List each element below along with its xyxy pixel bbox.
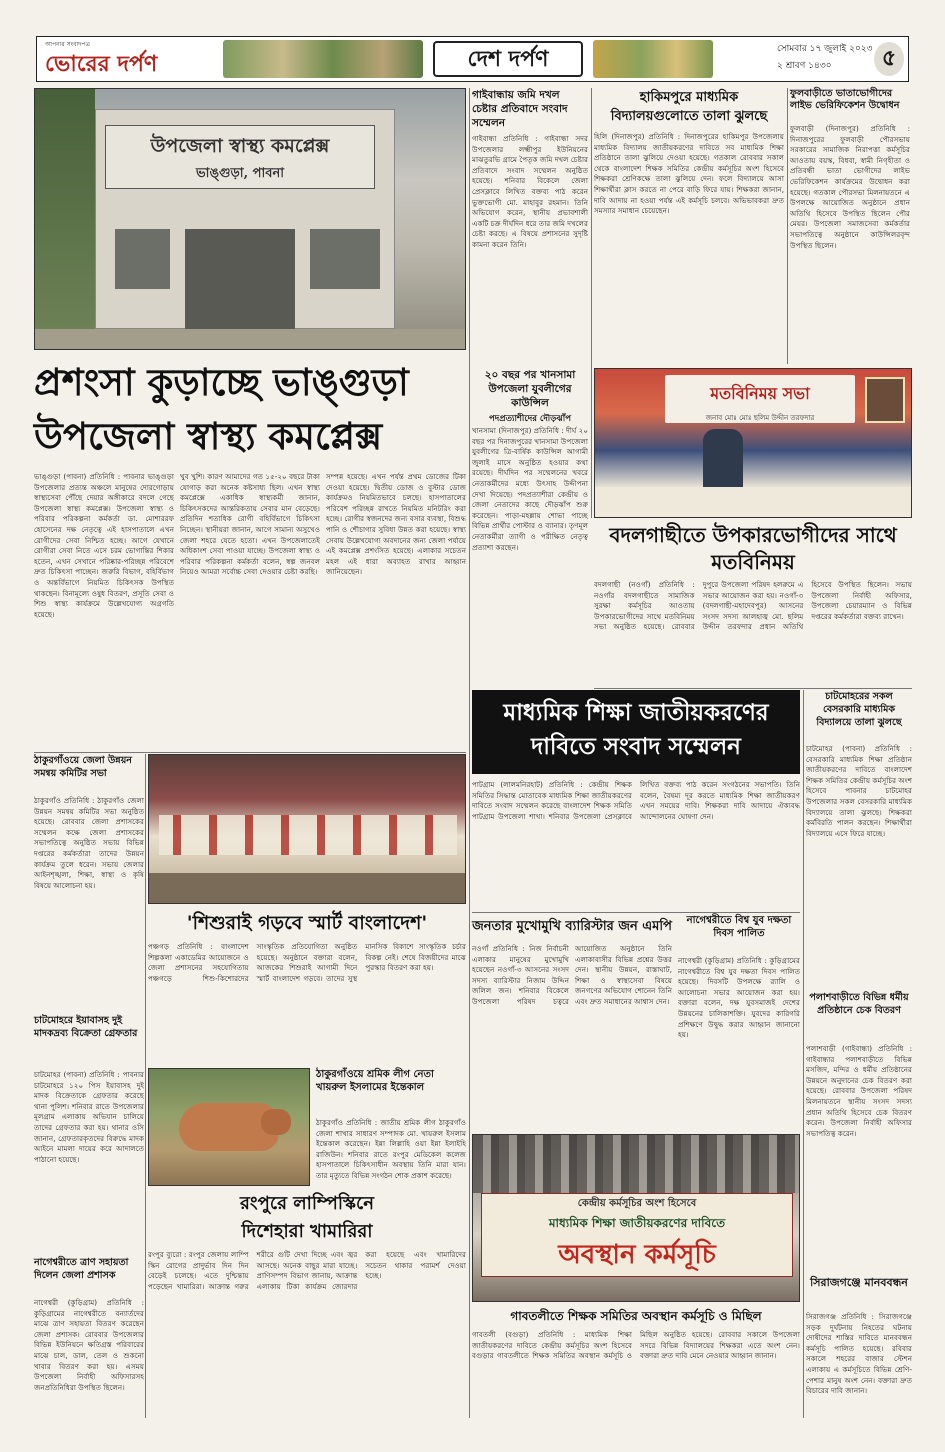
palashbari-headline: পলাশবাড়ীতে বিভিন্ন ধর্মীয় প্রতিষ্ঠানে চেক বিতরণ	[809, 992, 909, 1016]
badalgachhi-body: বদলগাছী (নওগাঁ) প্রতিনিধি : নওগাঁর বদলগাছীতে সামাজিক সুরক্ষা কর্মসূচির আওতায় উপকারভোগীদের সাথে মতবিনিময় সভা অনুষ্ঠিত হয়েছে। রোববার দুপুরে উপজেলা পরিষদ হলরুমে এ সভার আয়োজন করা হয়। নওগাঁ-৩ (বদলগাছী-মহাদেবপুর) আসনের সংসদ সদস্য আলহাজ্ব মো. ছলিম উদ্দীন তরফদার প্রধান অতিথি হিসেবে উপস্থিত ছিলেন। সভায় উপজেলা নির্বাহী অফিসার, উপজেলা চেয়ারম্যান ও বিভিন্ন দপ্তরের কর্মকর্তারা বক্তব্য রাখেন।	[594, 580, 912, 632]
madhyamik-headline	[472, 690, 800, 774]
lumpy-headline-line-2: দিশেহারা খামারিরা	[241, 1221, 373, 1242]
stage-floor	[149, 873, 466, 904]
barrister-body: নওগাঁ প্রতিনিধি : নিজ নির্বাচনী এলাকার মানুষের মুখোমুখি হয়েছেন নওগাঁ-৩ আসনের সংসদ সদস্য ব্যারিস্টার নিজাম উদ্দিন জলিল জন। শনিবার বিকেলে উপজেলা পরিষদ চত্বরে আয়োজিত অনুষ্ঠানে তিনি এলাকাবাসীর বিভিন্ন প্রশ্নের উত্তর দেন। স্থানীয় উন্নয়ন, রাস্তাঘাট, শিক্ষা ও স্বাস্থ্যসেবা বিষয়ে জনগণের অভিযোগ শোনেন তিনি এবং দ্রুত সমাধানের আশ্বাস দেন।	[472, 944, 672, 1006]
portrait-right	[865, 377, 905, 423]
lumpy-headline-line-1: রংপুরে লাম্পিস্কিনে	[240, 1193, 374, 1214]
lumpy-headline	[148, 1190, 466, 1248]
khanshama-body: খানসামা (দিনাজপুর) প্রতিনিধি : দীর্ঘ ২০ বছর পর দিনাজপুরের খানসামা উপজেলা যুবলীগের ত্রি-বার্ষিক কাউন্সিল আগামী জুলাই মাসে অনুষ্ঠিত হওয়ার কথা রয়েছে। দীর্ঘদিন পর সম্মেলনের খবরে নেতাকর্মীদের মধ্যে উৎসাহ উদ্দীপনা দেখা দিয়েছে। পদপ্রত্যাশীরা কেন্দ্রীয় ও জেলা নেতাদের কাছে দৌড়ঝাঁপ শুরু করেছেন। পাড়া-মহল্লায় শোভা পাচ্ছে বিভিন্ন প্রার্থীর পোস্টার ও ব্যানার। তৃণমূল নেতাকর্মীরা ত্যাগী ও পরীক্ষিত নেতৃত্ব প্রত্যাশা করছেন।	[472, 426, 588, 552]
rally-banner	[481, 1193, 793, 1277]
gaibandha-body: গাইবান্ধা প্রতিনিধি : গাইবান্ধা সদর উপজেলার লক্ষ্মীপুর ইউনিয়নের মাঝতুরভি গ্রামে পৈতৃক জমি দখল চেষ্টার প্রতিবাদে সংবাদ সম্মেলন অনুষ্ঠিত হয়েছে। শনিবার বিকেলে জেলা প্রেসক্লাবে লিখিত বক্তব্য পাঠ করেন ভুক্তভোগী মো. মাহাবুর রহমান। তিনি অভিযোগ করেন, স্থানীয় প্রভাবশালী একটি চক্র দীর্ঘদিন ধরে তার জমি দখলের চেষ্টা করছে। এ বিষয়ে প্রশাসনের সুদৃষ্টি কামনা করেন তিনি।	[472, 134, 588, 249]
gaibandha-headline: গাইবান্ধায় জমি দখল চেষ্টার প্রতিবাদে সংবাদ সম্মেলন	[472, 89, 568, 129]
page-number: ৫	[874, 42, 904, 76]
entrance	[185, 229, 295, 329]
madhyamik-headline-line-1: মাধ্যমিক শিক্ষা জাতীয়করণের	[503, 699, 769, 726]
hakimpur-body: হিলি (দিনাজপুর) প্রতিনিধি : দিনাজপুরের হাকিমপুর উপজেলায় মাধ্যমিক বিদ্যালয় জাতীয়করণের দাবিতে সব মাধ্যমিক শিক্ষা প্রতিষ্ঠানে তালা ঝুলিয়ে দেওয়া হয়েছে। গতকাল রোববার সকাল থেকে বাংলাদেশ শিক্ষক সমিতির কেন্দ্রীয় কর্মসূচির অংশ হিসেবে শিক্ষকরা শ্রেণিকক্ষে তালা ঝুলিয়ে দেন। ফলে বিদ্যালয়ে আসা শিক্ষার্থীরা ক্লাস করতে না পেরে বাড়ি ফিরে যায়। শিক্ষকরা জানান, দাবি আদায় না হওয়া পর্যন্ত এই কর্মসূচি চলবে। অভিভাবকরা দ্রুত সমস্যার সমাধান চেয়েছেন।	[594, 132, 784, 216]
sirajganj-headline: সিরাজগঞ্জে মানববন্ধন	[810, 1276, 908, 1289]
meeting-banner	[665, 375, 855, 423]
fulbari-body: ফুলবাড়ী (দিনাজপুর) প্রতিনিধি : দিনাজপুরের ফুলবাড়ী পৌরসভায় সরকারের সামাজিক নিরাপত্তা কর্মসূচির আওতায় বয়স্ক, বিধবা, স্বামী নিগৃহীতা ও প্রতিবন্ধী ভাতা ভোগীদের লাইভ ভেরিফিকেশন কার্যক্রমের উদ্বোধন করা হয়েছে। গতকাল পৌরসভা মিলনায়তনে এ উপলক্ষে আয়োজিত অনুষ্ঠানে প্রধান অতিথি হিসেবে উপস্থিত ছিলেন পৌর মেয়র। উপজেলা সমাজসেবা কর্মকর্তার সভাপতিত্বে অনুষ্ঠানে কাউন্সিলরবৃন্দ উপস্থিত ছিলেন।	[790, 124, 910, 250]
row-rule	[594, 688, 912, 689]
fulbari-headline: ফুলবাড়ীতে ভাতাভোগীদের লাইভ ভেরিফিকেশন উদ্বোধন	[790, 88, 900, 111]
column-rule	[145, 754, 146, 1418]
right-window	[310, 229, 380, 289]
speaker-figure	[703, 429, 743, 489]
sign-line-2: ভাঙ্গুড়া, পাবনা	[196, 166, 284, 181]
header-photo-strip	[223, 40, 423, 78]
rally-photo	[472, 1134, 800, 1302]
gabtali-body: গাবতলী (বগুড়া) প্রতিনিধি : মাধ্যমিক শিক্ষা জাতীয়করণের দাবিতে কেন্দ্রীয় কর্মসূচির অংশ হিসেবে বগুড়ার গাবতলীতে শিক্ষক সমিতির অবস্থান কর্মসূচি ও মিছিল অনুষ্ঠিত হয়েছে। রোববার সকালে উপজেলা সদরে বিভিন্ন বিদ্যালয়ের শিক্ষকরা এতে অংশ নেন। বক্তারা দ্রুত দাবি মেনে নেওয়ার আহ্বান জানান।	[472, 1330, 800, 1361]
youth-day-body: নাগেশ্বরী (কুড়িগ্রাম) প্রতিনিধি : কুড়িগ্রামের নাগেশ্বরীতে বিশ্ব যুব দক্ষতা দিবস পালিত হয়েছে। দিবসটি উপলক্ষে র‌্যালি ও আলোচনা সভার আয়োজন করা হয়। বক্তারা বলেন, দক্ষ যুবসমাজই দেশের উন্নয়নের চালিকাশক্তি। যুবদের কারিগরি প্রশিক্ষণে উদ্বুদ্ধ করার আহ্বান জানানো হয়।	[678, 956, 800, 1040]
lead-body-col-3: সম্পন্ন হয়েছে। এখন পর্যন্ত প্রথম ডোজের টিকা দেওয়া হয়েছে। দ্বিতীয় ডোজ ও বুস্টার ডোজ কার্যক্রমও নিয়মিতভাবে চলছে। হাসপাতালের পরিবেশ পরিচ্ছন্ন রাখতে নিয়মিত মনিটরিং করা হচ্ছে। রোগীর স্বজনদের জন্য বসার ব্যবস্থা, বিশুদ্ধ পানি ও শৌচাগার সুবিধা উন্নত করা হয়েছে। স্বাস্থ্য সেবায় উল্লেখযোগ্য অবদানের জন্য জেলা পর্যায়ে এই কমপ্লেক্স প্রশংসিত হয়েছে। এলাকার সচেতন মহল এই ধারা অব্যাহত রাখার আহ্বান জানিয়েছেন।	[326, 472, 466, 577]
cow-photo	[148, 1068, 310, 1186]
logo-tagline: আপনার সংবাদপত্র	[45, 41, 90, 48]
header-photo-strip-2	[593, 40, 713, 78]
madhyamik-body: পাটগ্রাম (লালমনিরহাট) প্রতিনিধি : কেন্দ্রীয় শিক্ষক সমিতির সিদ্ধান্ত মোতাবেক মাধ্যমিক শিক্ষা জাতীয়করণের দাবিতে সংবাদ সম্মেলন করেছে বাংলাদেশ শিক্ষক সমিতি পাটগ্রাম উপজেলা শাখা। শনিবার উপজেলা প্রেসক্লাবে লিখিত বক্তব্য পাঠ করেন সংগঠনের সভাপতি। তিনি বলেন, বৈষম্য দূর করতে মাধ্যমিক শিক্ষা জাতীয়করণ এখন সময়ের দাবি। শিক্ষকরা দাবি আদায়ে ঐক্যবদ্ধ আন্দোলনের ঘোষণা দেন।	[472, 780, 800, 821]
sign-board	[105, 125, 375, 189]
tree-foliage	[35, 89, 95, 350]
gabtali-headline: গাবতলীতে শিক্ষক সমিতির অবস্থান কর্মসূচি ও মিছিল	[510, 1309, 762, 1323]
ground	[35, 329, 466, 350]
labour-headline: ঠাকুরগাঁওয়ে শ্রমিক লীগ নেতা খায়রুল ইসলামের ইন্তেকাল	[316, 1069, 434, 1093]
smart-body: পঞ্চগড় প্রতিনিধি : বাংলাদেশ শিল্পকলা একাডেমির আয়োজনে ও জেলা প্রশাসনের সহযোগিতায় পঞ্চগড়ে শিশু-কিশোরদের সাংস্কৃতিক প্রতিযোগিতা অনুষ্ঠিত হয়েছে। অনুষ্ঠানে বক্তারা বলেন, আজকের শিশুরাই আগামী দিনে স্মার্ট বাংলাদেশ গড়বে। তাদের সুস্থ মানসিক বিকাশে সাংস্কৃতিক চর্চার বিকল্প নেই। শেষে বিজয়ীদের মাঝে পুরস্কার বিতরণ করা হয়।	[148, 942, 466, 983]
cow-head	[261, 1109, 291, 1135]
lead-body-col-1: ভাঙ্গুড়া (পাবনা) প্রতিনিধি : পাবনার ভাঙ্গুড়া উপজেলার প্রত্যন্ত অঞ্চলে মানুষের দোরগোড়ায় স্বাস্থ্যসেবা পৌঁছে দেয়ার অঙ্গীকারে বদলে গেছে উপজেলা স্বাস্থ্য কমপ্লেক্স। উপজেলা স্বাস্থ্য ও পরিবার পরিকল্পনা কর্মকর্তা ডা. মোশাররফ হোসেনের দক্ষ নেতৃত্বে এই হাসপাতালে এখন রোগীদের সেবা নিশ্চিত হচ্ছে। আগে যেখানে রোগীরা সেবা নিতে এসে চরম ভোগান্তির শিকার হতেন, এখন সেখানে পরিষ্কার-পরিচ্ছন্ন পরিবেশে দ্রুত চিকিৎসা পাচ্ছেন। জরুরি বিভাগ, বহির্বিভাগ ও অন্তর্বিভাগে নিয়মিত চিকিৎসক উপস্থিত থাকছেন। বিনামূল্যে ওষুধ বিতরণ, প্রসূতি সেবা ও শিশু স্বাস্থ্য কার্যক্রমে উল্লেখযোগ্য অগ্রগতি হয়েছে।	[34, 472, 174, 619]
labour-body: ঠাকুরগাঁও প্রতিনিধি : জাতীয় শ্রমিক লীগ ঠাকুরগাঁও জেলা শাখার সাধারণ সম্পাদক মো. খায়রুল ইসলাম ইন্তেকাল করেছেন। ইন্না লিল্লাহি ওয়া ইন্না ইলাইহি রাজিউন। শনিবার রাতে রংপুর মেডিকেল কলেজ হাসপাতালে চিকিৎসাধীন অবস্থায় তিনি মারা যান। তার মৃত্যুতে বিভিন্ন সংগঠন শোক প্রকাশ করেছে।	[316, 1118, 466, 1180]
crowd	[473, 1135, 800, 1193]
nageshwari-relief-headline: নাগেশ্বরীতে ত্রাণ সহায়তা দিলেন জেলা প্রশাসক	[34, 1257, 129, 1281]
lead-headline-line-2: উপজেলা স্বাস্থ্য কমপ্লেক্স	[34, 414, 383, 458]
nageshwari-relief-body: নাগেশ্বরী (কুড়িগ্রাম) প্রতিনিধি : কুড়িগ্রামের নাগেশ্বরীতে বন্যার্তদের মাঝে ত্রাণ সহায়তা বিতরণ করেছেন জেলা প্রশাসক। রোববার উপজেলার বিভিন্ন ইউনিয়নে ক্ষতিগ্রস্ত পরিবারের মাঝে চাল, ডাল, তেল ও শুকনো খাবার বিতরণ করা হয়। এসময় উপজেলা নির্বাহী অফিসারসহ জনপ্রতিনিধিরা উপস্থিত ছিলেন।	[34, 1298, 144, 1392]
chatmohar-schools-body: চাটমোহর (পাবনা) প্রতিনিধি : বেসরকারি মাধ্যমিক শিক্ষা প্রতিষ্ঠান জাতীয়করণের দাবিতে বাংলাদেশ শিক্ষক সমিতির কেন্দ্রীয় কর্মসূচির অংশ হিসেবে পাবনার চাটমোহর উপজেলার সকল বেসরকারি মাধ্যমিক বিদ্যালয়ে তালা ঝুলছে। শিক্ষকরা কর্মবিরতি পালন করছেন। শিক্ষার্থীরা বিদ্যালয়ে এসে ফিরে যাচ্ছে।	[806, 744, 912, 838]
meeting-photo	[594, 368, 912, 518]
thakurgaon-body: ঠাকুরগাঁও প্রতিনিধি : ঠাকুরগাঁও জেলা উন্নয়ন সমন্বয় কমিটির সভা অনুষ্ঠিত হয়েছে। রোববার জেলা প্রশাসকের সম্মেলন কক্ষে জেলা প্রশাসকের সভাপতিত্বে অনুষ্ঠিত সভায় বিভিন্ন দপ্তরের কর্মকর্তারা তাদের উন্নয়ন কার্যক্রম তুলে ধরেন। সভায় জেলার আইনশৃঙ্খলা, শিক্ষা, স্বাস্থ্য ও কৃষি বিষয়ে আলোচনা হয়।	[34, 796, 144, 890]
column-rule	[803, 690, 804, 1418]
lead-body-col-2: খুব খুশি। কারণ আমাদের গত ১৫-২০ বছরে টাকা যোগাড় করা অনেক কষ্টসাধ্য ছিল। এখন স্বাস্থ্য কমপ্লেক্সে একাধিক স্বাস্থ্যকর্মী জানান, চিকিৎসকদের আন্তরিকতায় সেবার মান বেড়েছে। প্রতিদিন শতাধিক রোগী বহির্বিভাগে চিকিৎসা নিচ্ছেন। স্থানীয়রা জানান, আগে সামান্য অসুখেও জেলা শহরে যেতে হতো। এখন উপজেলাতেই অধিকাংশ সেবা পাওয়া যাচ্ছে। উপজেলা স্বাস্থ্য ও পরিবার পরিকল্পনা কর্মকর্তা বলেন, স্বল্প জনবল নিয়েও আমরা সর্বোচ্চ সেবা দেওয়ার চেষ্টা করছি।	[180, 472, 320, 577]
row-rule	[34, 752, 466, 753]
thakurgaon-headline: ঠাকুরগাঁওয়ে জেলা উন্নয়ন সমন্বয় কমিটির সভা	[34, 755, 132, 779]
row-rule	[472, 912, 800, 913]
children-photo	[148, 754, 466, 904]
rally-banner-top: কেন্দ্রীয় কর্মসূচির অংশ হিসেবে	[577, 1198, 697, 1209]
sirajganj-body: সিরাজগঞ্জ প্রতিনিধি : সিরাজগঞ্জে সড়ক দুর্ঘটনায় নিহতের ঘটনায় দোষীদের শাস্তির দাবিতে মানববন্ধন কর্মসূচি পালিত হয়েছে। রবিবার সকালে শহরের বাজার স্টেশন এলাকায় এ কর্মসূচিতে বিভিন্ন শ্রেণি-পেশার মানুষ অংশ নেন। বক্তারা দ্রুত বিচারের দাবি জানান।	[806, 1312, 912, 1396]
youth-day-headline: নাগেশ্বরীতে বিশ্ব যুব দক্ষতা দিবস পালিত	[686, 915, 792, 939]
meeting-banner-sub: জনাব মোঃ মোঃ ছলিম উদ্দীন তরফদার	[705, 414, 815, 422]
date-bengali: ২ শ্রাবণ ১৪৩০	[777, 61, 832, 71]
date-gregorian: সোমবার ১৭ জুলাই ২০২৩	[777, 44, 873, 54]
badalgachhi-headline: বদলগাছীতে উপকারভোগীদের সাথে মতবিনিময়	[609, 523, 897, 574]
khanshama-subhead: পদপ্রত্যাশীদের দৌড়ঝাঁপ	[489, 414, 571, 424]
barrister-headline: জনতার মুখোমুখি ব্যারিস্টার জন এমপি	[472, 919, 672, 934]
logo-block[interactable]	[37, 37, 207, 81]
left-window	[115, 229, 170, 289]
lead-headline-line-1: প্রশংসা কুড়াচ্ছে ভাঙ্গুড়া	[34, 360, 409, 404]
sign-line-1: উপজেলা স্বাস্থ্য কমপ্লেক্স	[150, 135, 330, 157]
column-rule	[787, 88, 788, 364]
lumpy-body: রংপুর ব্যুরো : রংপুর জেলায় লাম্পি স্কিন রোগের প্রাদুর্ভাব দিন দিন বেড়েই চলেছে। এতে দুশ্চিন্তায় পড়েছেন খামারিরা। আক্রান্ত গরুর শরীরে গুটি দেখা দিচ্ছে এবং জ্বর আসছে। অনেক বাছুর মারা যাচ্ছে। প্রাণিসম্পদ বিভাগ জানায়, আক্রান্ত এলাকায় টিকা কার্যক্রম জোরদার করা হয়েছে এবং খামারিদের সচেতন থাকার পরামর্শ দেওয়া হচ্ছে।	[148, 1250, 466, 1291]
madhyamik-headline-line-2: দাবিতে সংবাদ সম্মেলন	[531, 733, 741, 760]
rally-banner-main: অবস্থান কর্মসূচি	[558, 1240, 716, 1270]
hakimpur-headline: হাকিমপুরে মাধ্যমিক বিদ্যালয়গুলোতে তালা ঝুলছে	[610, 90, 768, 124]
column-rule	[469, 88, 470, 1418]
khanshama-headline: ২০ বছর পর খানসামা উপজেলা যুবলীগের কাউন্সিল	[484, 369, 576, 409]
dateline	[777, 41, 887, 75]
masthead	[36, 36, 909, 82]
lead-headline	[34, 355, 466, 467]
chatmohar-iaba-headline: চাটমোহরে ইয়াবাসহ দুই মাদকদ্রব্য বিক্রেতা গ্রেফতার	[34, 1015, 138, 1039]
chatmohar-iaba-body: চাটমোহর (পাবনা) প্রতিনিধি : পাবনার চাটমোহরে ১২০ পিস ইয়াবাসহ দুই মাদক বিক্রেতাকে গ্রেফতার করেছে থানা পুলিশ। শনিবার রাতে উপজেলার মূলগ্রাম এলাকায় অভিযান চালিয়ে তাদের গ্রেফতার করা হয়। থানার ওসি জানান, গ্রেফতারকৃতদের বিরুদ্ধে মাদক আইনে মামলা দায়ের করে আদালতে পাঠানো হয়েছে।	[34, 1070, 144, 1164]
head-table	[595, 487, 912, 518]
section-title: দেশ দর্পণ	[433, 41, 583, 77]
column-rule	[591, 88, 592, 518]
newspaper-logo: ভোরের দর্পণ	[45, 51, 158, 77]
rally-banner-mid: মাধ্যমিক শিক্ষা জাতীয়করণের দাবিতে	[548, 1216, 726, 1230]
palashbari-body: পলাশবাড়ী (গাইবান্ধা) প্রতিনিধি : গাইবান্ধার পলাশবাড়ীতে বিভিন্ন মসজিদ, মন্দির ও ধর্মীয় প্রতিষ্ঠানের উন্নয়নে অনুদানের চেক বিতরণ করা হয়েছে। রোববার উপজেলা পরিষদ মিলনায়তনে স্থানীয় সংসদ সদস্য প্রধান অতিথি হিসেবে চেক বিতরণ করেন। উপজেলা নির্বাহী অফিসার সভাপতিত্ব করেন।	[806, 1044, 912, 1138]
meeting-banner-title: মতবিনিময় সভা	[710, 384, 810, 403]
smart-headline: 'শিশুরাই গড়বে স্মার্ট বাংলাদেশ'	[186, 912, 428, 934]
chatmohar-schools-headline: চাটমোহরের সকল বেসরকারি মাধ্যমিক বিদ্যালয়ে তালা ঝুলছে	[816, 691, 902, 728]
performers-row	[159, 815, 457, 855]
lead-photo-hospital	[34, 88, 466, 350]
